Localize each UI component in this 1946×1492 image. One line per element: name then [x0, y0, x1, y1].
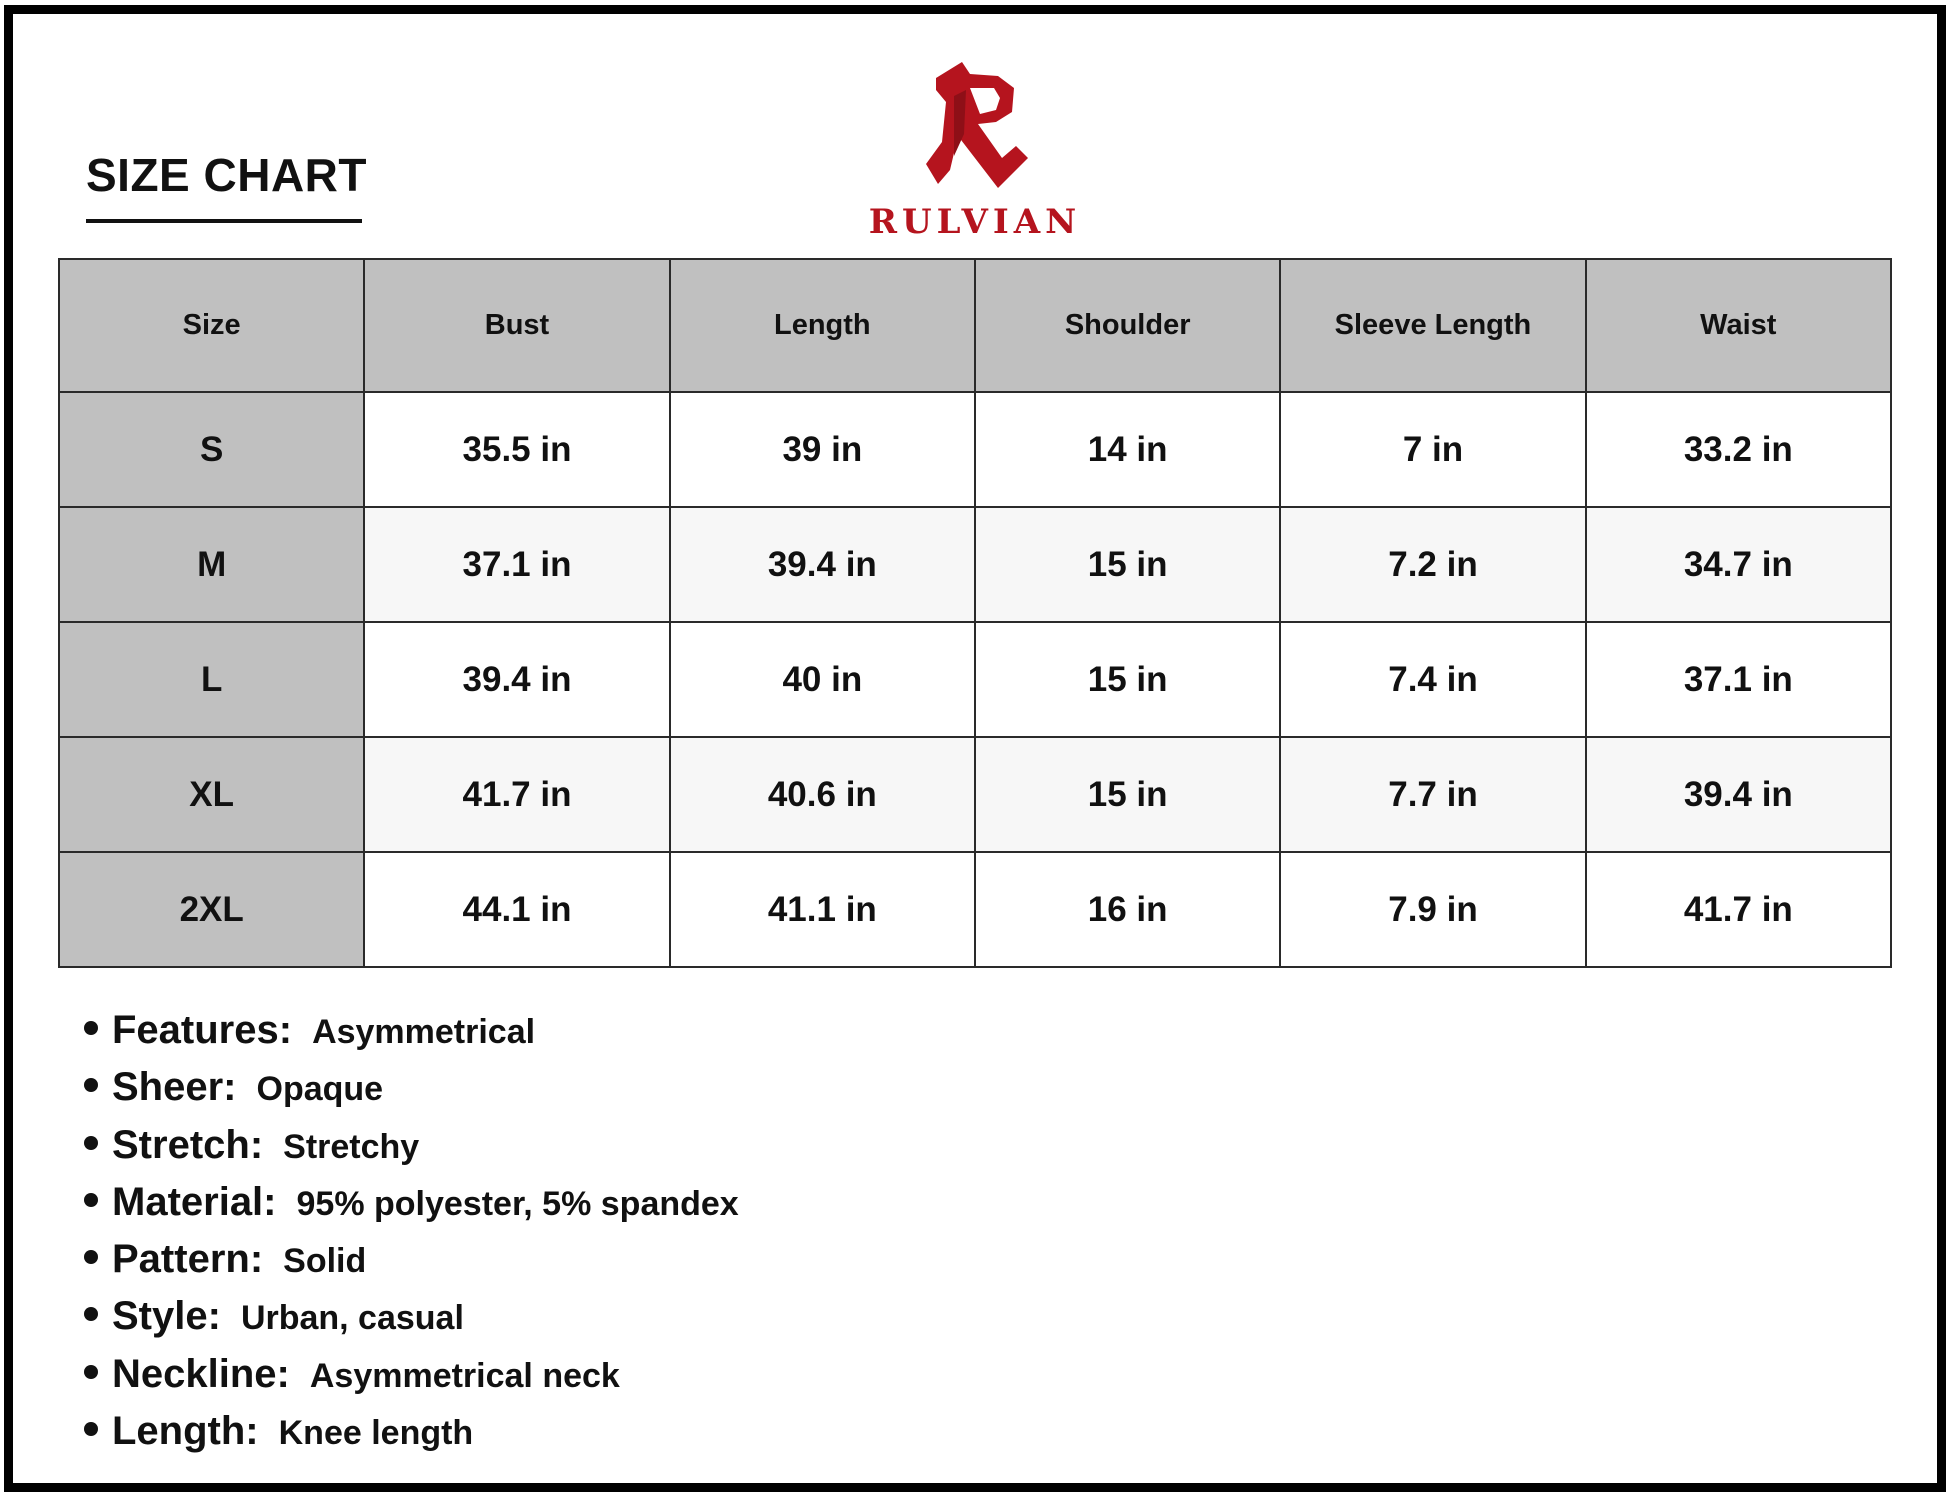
brand-logo — [860, 60, 1090, 240]
sleeve-length-cell: 7.2 in — [1280, 507, 1585, 622]
sleeve-length-cell: 7.7 in — [1280, 737, 1585, 852]
page-title: SIZE CHART — [86, 149, 367, 201]
bullet-icon — [84, 1365, 98, 1379]
shoulder-cell: 15 in — [975, 507, 1280, 622]
bullet-icon — [84, 1193, 98, 1207]
feature-label: Stretch: — [112, 1122, 264, 1167]
bullet-icon — [84, 1422, 98, 1436]
table-row — [59, 852, 1891, 967]
bust-cell: 41.7 in — [364, 737, 669, 852]
feature-label: Style: — [112, 1294, 221, 1339]
bust-cell: 37.1 in — [364, 507, 669, 622]
feature-value: Opaque — [256, 1070, 384, 1109]
size-cell: M — [59, 507, 364, 622]
feature-value: Asymmetrical neck — [309, 1356, 620, 1395]
table-header-row — [59, 259, 1891, 392]
shoulder-cell: 16 in — [975, 852, 1280, 967]
length-cell: 39.4 in — [670, 507, 975, 622]
bullet-icon — [84, 1021, 98, 1035]
feature-value: Solid — [283, 1242, 367, 1281]
list-item — [84, 1123, 739, 1180]
feature-label: Features: — [112, 1008, 293, 1052]
waist-cell: 39.4 in — [1586, 737, 1891, 852]
list-item — [84, 1409, 739, 1466]
waist-cell: 33.2 in — [1586, 392, 1891, 507]
waist-cell: 34.7 in — [1586, 507, 1891, 622]
table-row — [59, 737, 1891, 852]
header-shoulder: Shoulder — [975, 259, 1280, 392]
header-waist: Waist — [1586, 259, 1891, 392]
feature-label: Length: — [112, 1409, 259, 1454]
shoulder-cell: 14 in — [975, 392, 1280, 507]
list-item — [84, 1008, 739, 1065]
brand-name: RULVIAN — [868, 202, 1082, 242]
size-cell: XL — [59, 737, 364, 852]
header-bust: Bust — [364, 259, 669, 392]
feature-label: Material: — [112, 1179, 277, 1224]
table-row — [59, 507, 1891, 622]
size-cell: S — [59, 392, 364, 507]
feature-value: Asymmetrical — [312, 1013, 536, 1051]
size-chart-table — [58, 258, 1892, 968]
title-underline — [86, 219, 362, 223]
list-item — [84, 1065, 739, 1122]
size-cell: L — [59, 622, 364, 737]
size-cell: 2XL — [59, 852, 364, 967]
bust-cell: 35.5 in — [364, 392, 669, 507]
sleeve-length-cell: 7.4 in — [1280, 622, 1585, 737]
bust-cell: 39.4 in — [364, 622, 669, 737]
list-item — [84, 1294, 739, 1351]
feature-label: Neckline: — [112, 1351, 290, 1396]
feature-value: 95% polyester, 5% spandex — [296, 1184, 739, 1223]
waist-cell: 37.1 in — [1586, 622, 1891, 737]
list-item — [84, 1180, 739, 1237]
bullet-icon — [84, 1136, 98, 1150]
table-row — [59, 622, 1891, 737]
sleeve-length-cell: 7 in — [1280, 392, 1585, 507]
bust-cell: 44.1 in — [364, 852, 669, 967]
feature-label: Pattern: — [112, 1237, 264, 1282]
bullet-icon — [84, 1250, 98, 1264]
feature-label: Sheer: — [112, 1065, 237, 1110]
length-cell: 41.1 in — [670, 852, 975, 967]
feature-value: Stretchy — [283, 1127, 420, 1166]
shoulder-cell: 15 in — [975, 622, 1280, 737]
list-item — [84, 1237, 739, 1294]
waist-cell: 41.7 in — [1586, 852, 1891, 967]
shoulder-cell: 15 in — [975, 737, 1280, 852]
table-row — [59, 392, 1891, 507]
header-size: Size — [59, 259, 364, 392]
length-cell: 40 in — [670, 622, 975, 737]
bullet-icon — [84, 1078, 98, 1092]
bullet-icon — [84, 1307, 98, 1321]
sleeve-length-cell: 7.9 in — [1280, 852, 1585, 967]
length-cell: 40.6 in — [670, 737, 975, 852]
feature-value: Urban, casual — [240, 1299, 464, 1338]
product-features-list — [84, 1008, 739, 1466]
length-cell: 39 in — [670, 392, 975, 507]
list-item — [84, 1352, 739, 1409]
feature-value: Knee length — [278, 1414, 474, 1453]
rulvian-r-logo-icon — [920, 60, 1030, 190]
header-length: Length — [670, 259, 975, 392]
header-sleeve-length: Sleeve Length — [1280, 259, 1585, 392]
